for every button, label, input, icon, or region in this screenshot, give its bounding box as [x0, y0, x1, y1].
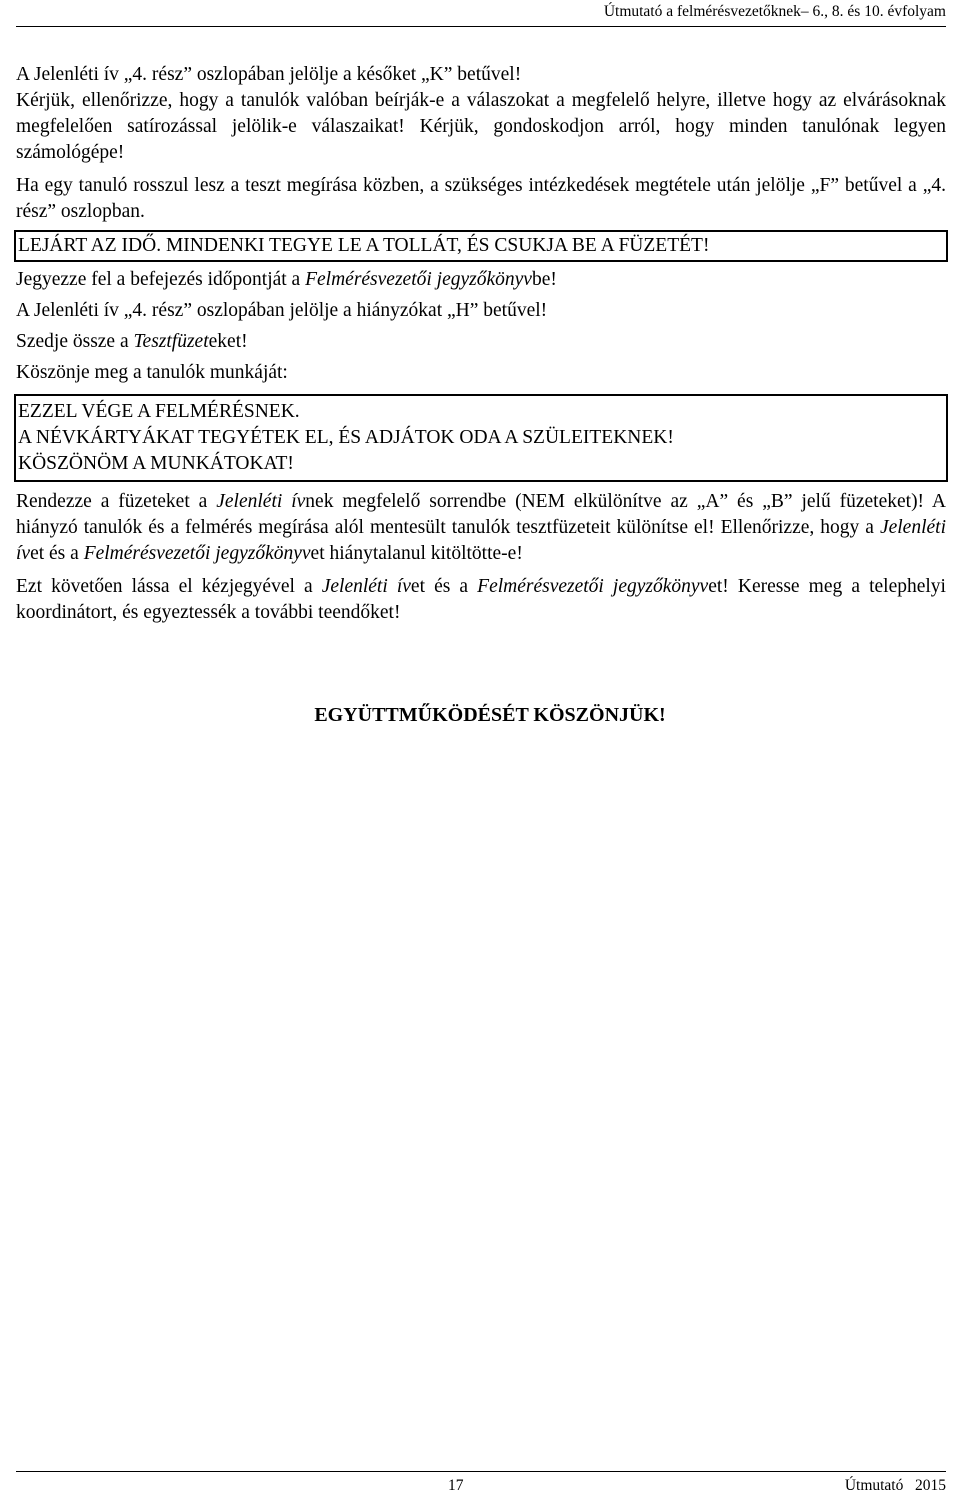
page-content [16, 62, 946, 726]
paragraph-collect-booklets: Szedje össze a Tesztfüzeteket! [16, 331, 248, 352]
protocol-name: Felmérésvezetői jegyzőkönyv [305, 269, 532, 290]
paragraph-sign-documents: Ezt követően lássa el kézjegyével a Jelenléti ívet és a Felmérésvezetői jegyzőkönyvet! Keresse meg a telephelyi koordinátort, és egyeztessék a további teendőket! [16, 576, 946, 623]
time-up-announcement: LEJÁRT AZ IDŐ. MINDENKI TEGYE LE A TOLLÁT, ÉS CSUKJA BE A FÜZETÉT! [18, 235, 710, 256]
paragraph-check-answers: Kérjük, ellenőrizze, hogy a tanulók valóban beírják-e a válaszokat a megfelelő helyre, illetve hogy az elvárásoknak megfelelően satírozással jelölik-e válaszaikat! Kérjük, gondoskodjon arról, hogy minden tanulónak legyen számológépe! [16, 90, 946, 163]
announcement-line-2: A NÉVKÁRTYÁKAT TEGYÉTEK EL, ÉS ADJÁTOK ODA A SZÜLEITEKNEK! [18, 427, 674, 448]
paragraph-sort-booklets: Rendezze a füzeteket a Jelenléti ívnek megfelelő sorrendbe (NEM elkülönítve az „A” és „B” jelű füzeteket)! A hiányzó tanulók és a felmérés megírása alól mentesült tanulók tesztfüzeteit különítse el! Ellenőrizze, hogy a Jelenléti ívet és a Felmérésvezetői jegyzőkönyvet hiánytalanul kitöltötte-e! [16, 491, 946, 564]
paragraph-mark-absent: A Jelenléti ív „4. rész” oszlopában jelölje a hiányzókat „H” betűvel! [16, 300, 548, 321]
page-footer [16, 1471, 946, 1496]
announcement-line-3: KÖSZÖNÖM A MUNKÁTOKAT! [18, 453, 294, 474]
paragraph-thank-students: Köszönje meg a tanulók munkáját: [16, 362, 288, 383]
announcement-line-1: EZZEL VÉGE A FELMÉRÉSNEK. [18, 401, 300, 422]
running-title: Útmutató a felmérésvezetőknek– 6., 8. és 10. évfolyam [603, 3, 946, 20]
page-number: 17 [448, 1477, 464, 1494]
paragraph-sick-student: Ha egy tanuló rosszul lesz a teszt megírása közben, a szükséges intézkedések megtétele után jelölje „F” betűvel a „4. rész” oszlopban. [16, 175, 946, 222]
booklet-name: Tesztfüzet [133, 331, 209, 352]
time-up-announcement-box [14, 230, 948, 262]
paragraph-late-students: A Jelenléti ív „4. rész” oszlopában jelölje a későket „K” betűvel! [16, 64, 522, 85]
footer-right-text: Útmutató 2015 [844, 1477, 946, 1494]
running-header [16, 0, 946, 27]
closing-thanks: EGYÜTTMŰKÖDÉSÉT KÖSZÖNJÜK! [314, 704, 666, 726]
paragraph-record-end-time: Jegyezze fel a befejezés időpontját a Felmérésvezetői jegyzőkönyvbe! [16, 269, 557, 290]
closing-announcement-box [14, 394, 948, 482]
